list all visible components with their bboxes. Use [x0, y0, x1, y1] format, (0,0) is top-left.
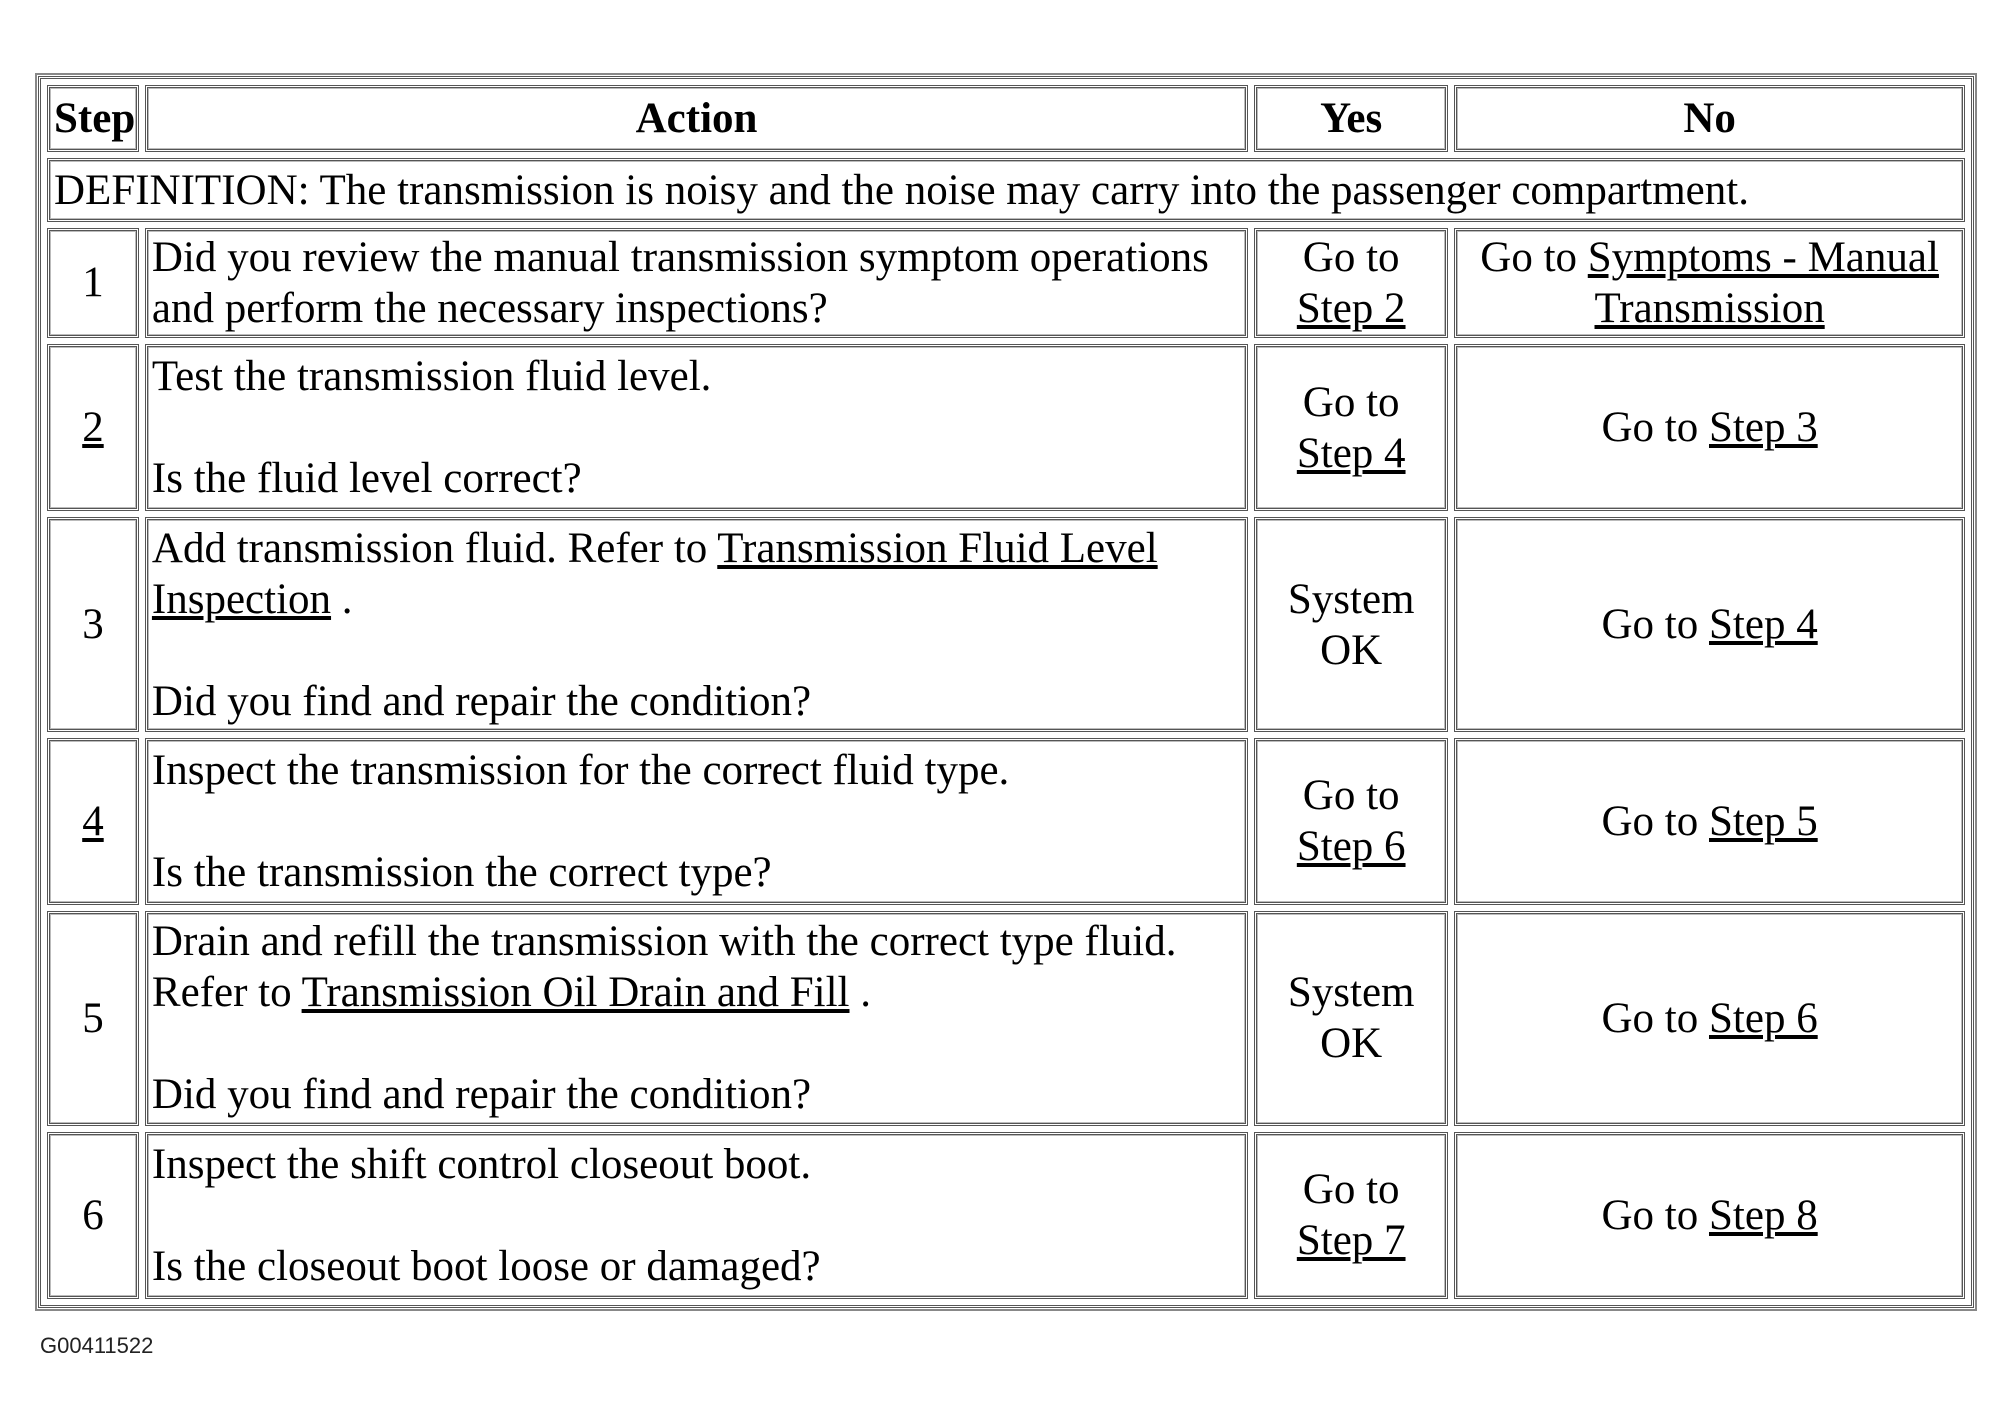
no-link-step-8[interactable]: Step 8 — [1709, 1191, 1818, 1239]
action-question: Did you find and repair the condition? — [151, 1071, 812, 1119]
no-prefix: Go to — [1601, 994, 1699, 1042]
step-number — [47, 344, 139, 511]
action-cell — [145, 738, 1248, 905]
step-number: 3 — [47, 517, 139, 731]
no-cell — [1454, 1132, 1965, 1300]
yes-link-step-6[interactable]: Step 6 — [1296, 823, 1406, 871]
yes-link-step-4[interactable]: Step 4 — [1296, 429, 1406, 477]
no-link-step-6[interactable]: Step 6 — [1709, 994, 1818, 1042]
header-step: Step — [47, 85, 139, 152]
table-row — [47, 1132, 1965, 1300]
action-text: Test the transmission fluid level. — [151, 353, 712, 401]
figure-id: G00411522 — [40, 1333, 154, 1358]
action-text: Inspect the transmission for the correct fluid type. — [151, 746, 1010, 794]
action-text — [152, 916, 1241, 1018]
action-question: Is the transmission the correct type? — [151, 848, 772, 896]
no-cell — [1454, 228, 1965, 338]
no-cell — [1454, 738, 1965, 905]
step-link-4[interactable]: 4 — [82, 797, 104, 845]
no-prefix: Go to — [1601, 601, 1699, 649]
yes-cell — [1254, 1132, 1448, 1300]
header-yes: Yes — [1254, 85, 1448, 152]
diagnostic-table — [38, 76, 1974, 1308]
action-cell — [145, 517, 1248, 731]
step-number: 6 — [47, 1132, 139, 1300]
no-cell — [1454, 344, 1965, 511]
yes-link-step-7[interactable]: Step 7 — [1296, 1217, 1406, 1265]
yes-link-step-2[interactable]: Step 2 — [1296, 284, 1406, 332]
yes-prefix: Go to — [1302, 1166, 1400, 1214]
table-row — [47, 738, 1965, 905]
no-link-step-4[interactable]: Step 4 — [1709, 601, 1818, 649]
definition-text: DEFINITION: The transmission is noisy and the noise may carry into the passenger compartment. — [47, 158, 1965, 221]
action-cell — [145, 1132, 1248, 1300]
action-question: Did you find and repair the condition? — [151, 677, 812, 725]
no-prefix: Go to — [1601, 1191, 1699, 1239]
table-row — [47, 228, 1965, 338]
yes-prefix: Go to — [1302, 233, 1400, 281]
definition-row — [47, 158, 1965, 221]
yes-cell: System OK — [1254, 911, 1448, 1125]
action-text-lead: Drain and refill the transmission with the correct type fluid. Refer to — [151, 918, 1177, 1017]
action-cell — [145, 911, 1248, 1125]
header-no: No — [1454, 85, 1965, 152]
header-action: Action — [145, 85, 1248, 152]
action-text — [152, 523, 1241, 625]
yes-cell — [1254, 344, 1448, 511]
step-number: 1 — [47, 228, 139, 338]
no-link-step-3[interactable]: Step 3 — [1709, 404, 1818, 452]
yes-cell — [1254, 228, 1448, 338]
action-text: Did you review the manual transmission symptom operations and perform the necessary inspections? — [151, 233, 1209, 332]
action-question: Is the fluid level correct? — [151, 455, 582, 503]
yes-cell — [1254, 738, 1448, 905]
action-cell — [145, 228, 1248, 338]
action-suffix: . — [341, 575, 353, 623]
no-prefix: Go to — [1480, 233, 1578, 281]
step-link-2[interactable]: 2 — [82, 404, 104, 452]
action-link-oil-drain-and-fill[interactable]: Transmission Oil Drain and Fill — [301, 969, 850, 1017]
no-cell — [1454, 517, 1965, 731]
no-link-symptoms-manual-transmission[interactable]: Symptoms - Manual Transmission — [1587, 233, 1939, 332]
action-question: Is the closeout boot loose or damaged? — [151, 1242, 821, 1290]
step-number: 5 — [47, 911, 139, 1125]
step-number — [47, 738, 139, 905]
no-link-step-5[interactable]: Step 5 — [1709, 797, 1818, 845]
action-text-lead: Add transmission fluid. Refer to — [151, 524, 708, 572]
yes-prefix: Go to — [1302, 378, 1400, 426]
action-link-fluid-level-inspection[interactable]: Transmission Fluid Level Inspection — [151, 524, 1158, 623]
table-row — [47, 911, 1965, 1125]
no-prefix: Go to — [1601, 404, 1699, 452]
action-cell — [145, 344, 1248, 511]
table-row — [47, 344, 1965, 511]
action-suffix: . — [860, 969, 871, 1017]
yes-cell: System OK — [1254, 517, 1448, 731]
yes-prefix: Go to — [1302, 772, 1400, 820]
header-row — [47, 85, 1965, 152]
table-row — [47, 517, 1965, 731]
no-cell — [1454, 911, 1965, 1125]
no-prefix: Go to — [1601, 797, 1699, 845]
action-text: Inspect the shift control closeout boot. — [151, 1140, 812, 1188]
